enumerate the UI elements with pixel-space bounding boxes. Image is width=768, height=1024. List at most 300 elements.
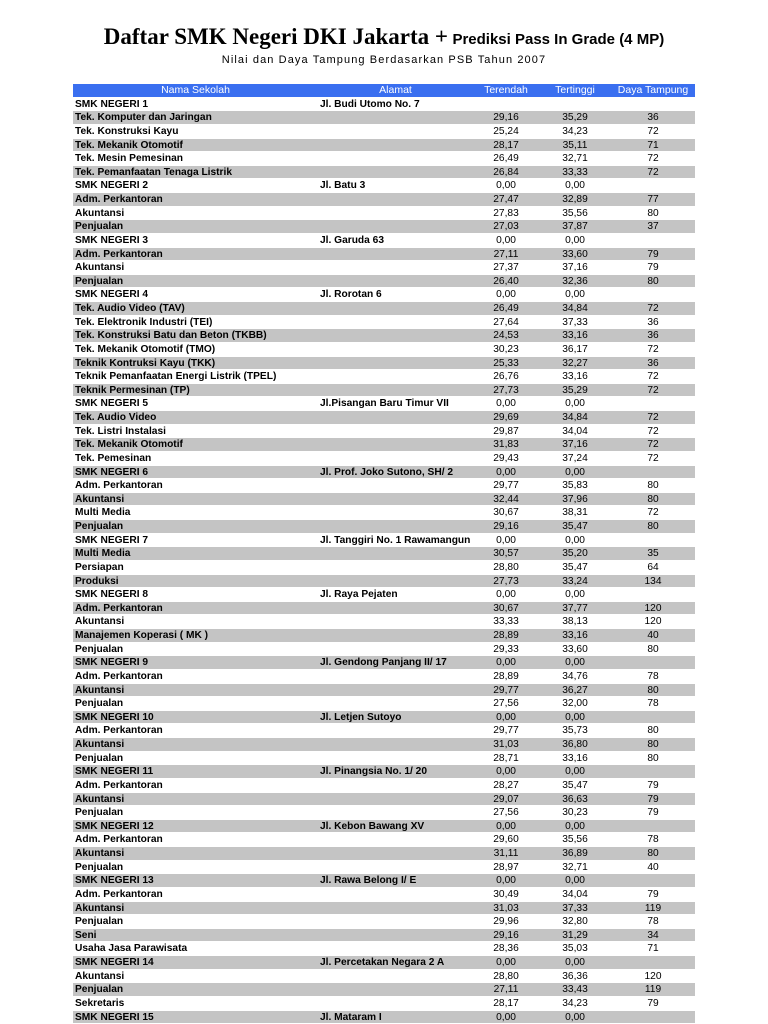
cell-address bbox=[318, 411, 473, 424]
cell-capacity: 79 bbox=[647, 997, 659, 1009]
header-capacity: Daya Tampung bbox=[617, 84, 689, 96]
cell-address bbox=[318, 275, 473, 288]
table-row bbox=[73, 697, 695, 711]
cell-address bbox=[318, 861, 473, 874]
cell-lowest: 31,11 bbox=[493, 848, 519, 859]
cell-address bbox=[318, 452, 473, 465]
cell-highest: 36,63 bbox=[562, 793, 588, 805]
cell-name: Adm. Perkantoran bbox=[75, 602, 163, 614]
cell-address: Jl. Raya Pejaten bbox=[320, 589, 398, 601]
cell-lowest: 0,00 bbox=[496, 711, 516, 723]
cell-lowest: 29,77 bbox=[493, 684, 519, 696]
cell-lowest: 31,03 bbox=[493, 739, 519, 750]
cell-capacity bbox=[611, 588, 695, 601]
cell-address bbox=[318, 152, 473, 165]
table-body bbox=[73, 98, 695, 1024]
cell-address bbox=[318, 316, 473, 329]
table-row bbox=[73, 602, 695, 616]
cell-highest: 0,00 bbox=[565, 234, 585, 246]
table-row bbox=[73, 506, 695, 520]
cell-highest: 33,60 bbox=[562, 643, 588, 655]
cell-address bbox=[318, 139, 473, 152]
cell-capacity: 71 bbox=[647, 139, 659, 151]
cell-highest: 35,73 bbox=[562, 725, 588, 737]
table-row bbox=[73, 98, 695, 112]
cell-address: Jl. Kebon Bawang XV bbox=[320, 820, 425, 832]
table-row bbox=[73, 384, 695, 398]
table-row bbox=[73, 779, 695, 793]
cell-lowest: 26,84 bbox=[493, 166, 519, 178]
cell-name: Sekretaris bbox=[75, 997, 125, 1009]
cell-name: Tek. Listri Instalasi bbox=[75, 425, 166, 437]
cell-capacity: 80 bbox=[647, 752, 659, 764]
cell-lowest: 0,00 bbox=[496, 589, 516, 601]
cell-address bbox=[318, 207, 473, 220]
cell-address bbox=[318, 370, 473, 383]
cell-address bbox=[318, 902, 473, 915]
cell-name: Tek. Audio Video (TAV) bbox=[75, 303, 185, 314]
cell-highest: 0,00 bbox=[565, 289, 585, 301]
cell-lowest: 29,16 bbox=[493, 112, 519, 124]
cell-name: SMK NEGERI 1 bbox=[75, 98, 149, 110]
cell-lowest: 28,80 bbox=[493, 970, 519, 982]
cell-highest: 34,04 bbox=[562, 888, 588, 900]
cell-name: SMK NEGERI 10 bbox=[75, 711, 154, 723]
cell-name: SMK NEGERI 5 bbox=[75, 398, 149, 410]
cell-address: Jl. Pinangsia No. 1/ 20 bbox=[320, 766, 428, 778]
cell-address bbox=[318, 561, 473, 574]
cell-address bbox=[318, 506, 473, 519]
cell-capacity bbox=[611, 466, 695, 479]
table-row bbox=[73, 397, 695, 411]
table-row bbox=[73, 288, 695, 302]
cell-capacity: 80 bbox=[647, 684, 659, 696]
cell-highest: 0,00 bbox=[565, 820, 585, 832]
cell-capacity: 72 bbox=[647, 371, 659, 383]
table-row bbox=[73, 139, 695, 153]
cell-lowest: 29,69 bbox=[493, 412, 519, 423]
table-row bbox=[73, 493, 695, 507]
cell-name: Akuntansi bbox=[75, 684, 125, 696]
cell-capacity: 79 bbox=[647, 888, 659, 900]
cell-lowest: 27,64 bbox=[493, 316, 519, 328]
cell-capacity: 72 bbox=[647, 384, 659, 396]
cell-capacity: 40 bbox=[647, 630, 659, 641]
cell-address bbox=[318, 684, 473, 697]
cell-highest: 33,24 bbox=[562, 575, 588, 587]
cell-highest: 37,16 bbox=[562, 262, 588, 274]
cell-highest: 32,71 bbox=[562, 861, 588, 873]
table-row bbox=[73, 724, 695, 738]
cell-name: SMK NEGERI 14 bbox=[75, 957, 154, 968]
cell-address: Jl.Pisangan Baru Timur VII bbox=[320, 398, 449, 410]
cell-name: SMK NEGERI 9 bbox=[75, 657, 149, 669]
cell-highest: 0,00 bbox=[565, 657, 585, 669]
table-row bbox=[73, 861, 695, 875]
cell-name: SMK NEGERI 11 bbox=[75, 766, 154, 778]
cell-highest: 0,00 bbox=[565, 180, 585, 192]
cell-address bbox=[318, 629, 473, 642]
cell-highest: 37,33 bbox=[562, 316, 588, 328]
table-row bbox=[73, 261, 695, 275]
table-row bbox=[73, 902, 695, 916]
cell-capacity: 79 bbox=[647, 248, 659, 260]
cell-name: Tek. Mekanik Otomotif bbox=[75, 439, 183, 451]
table-row bbox=[73, 575, 695, 589]
table-row bbox=[73, 806, 695, 820]
cell-lowest: 28,80 bbox=[493, 561, 519, 573]
cell-name: Adm. Perkantoran bbox=[75, 779, 163, 791]
cell-highest: 31,29 bbox=[562, 929, 588, 941]
table-row bbox=[73, 915, 695, 929]
cell-capacity bbox=[611, 234, 695, 247]
cell-name: Teknik Permesinan (TP) bbox=[75, 384, 190, 396]
cell-address bbox=[318, 343, 473, 356]
cell-address: Jl. Gendong Panjang II/ 17 bbox=[320, 657, 447, 669]
cell-lowest: 26,49 bbox=[493, 153, 519, 165]
cell-address bbox=[318, 166, 473, 179]
cell-name: Tek. Konstruksi Batu dan Beton (TKBB) bbox=[75, 330, 267, 342]
cell-address bbox=[318, 643, 473, 656]
table-row bbox=[73, 166, 695, 180]
table-row bbox=[73, 193, 695, 207]
cell-name: Akuntansi bbox=[75, 616, 125, 628]
cell-lowest: 29,77 bbox=[493, 725, 519, 737]
cell-name: Tek. Mekanik Otomotif (TMO) bbox=[75, 343, 216, 355]
cell-lowest: 28,71 bbox=[493, 752, 519, 764]
cell-address bbox=[318, 220, 473, 233]
cell-address bbox=[318, 793, 473, 806]
table-row bbox=[73, 438, 695, 452]
cell-address bbox=[318, 602, 473, 615]
cell-address: Jl. Rorotan 6 bbox=[320, 289, 382, 301]
table-row bbox=[73, 847, 695, 861]
cell-capacity: 80 bbox=[647, 275, 659, 287]
cell-address: Jl. Percetakan Negara 2 A bbox=[320, 957, 445, 968]
table-row bbox=[73, 738, 695, 752]
cell-highest: 37,87 bbox=[562, 221, 588, 233]
cell-capacity: 36 bbox=[647, 112, 659, 124]
cell-highest bbox=[539, 98, 611, 111]
table-row bbox=[73, 643, 695, 657]
cell-name: Tek. Mekanik Otomotif bbox=[75, 139, 183, 151]
table-row bbox=[73, 820, 695, 834]
document-title bbox=[0, 24, 768, 50]
cell-lowest: 28,27 bbox=[493, 779, 519, 791]
cell-name: Tek. Mesin Pemesinan bbox=[75, 153, 183, 165]
cell-lowest: 27,83 bbox=[493, 207, 519, 219]
cell-name: SMK NEGERI 2 bbox=[75, 180, 149, 192]
cell-capacity: 78 bbox=[647, 916, 659, 928]
cell-lowest: 0,00 bbox=[496, 657, 516, 669]
cell-capacity: 80 bbox=[647, 725, 659, 737]
cell-name: SMK NEGERI 12 bbox=[75, 820, 154, 832]
document-subtitle: Nilai dan Daya Tampung Berdasarkan PSB Tahun 2007 bbox=[221, 54, 547, 66]
cell-highest: 36,89 bbox=[562, 848, 588, 859]
table-row bbox=[73, 629, 695, 643]
cell-name: Usaha Jasa Parawisata bbox=[75, 943, 188, 955]
table-row bbox=[73, 1011, 695, 1024]
cell-name: Penjualan bbox=[75, 275, 124, 287]
cell-highest: 35,29 bbox=[562, 112, 588, 124]
cell-highest: 34,23 bbox=[562, 125, 588, 137]
cell-address bbox=[318, 438, 473, 451]
cell-capacity: 78 bbox=[647, 698, 659, 710]
cell-capacity: 36 bbox=[647, 357, 659, 369]
cell-name: Penjualan bbox=[75, 861, 124, 873]
cell-address bbox=[318, 193, 473, 206]
header-address: Alamat bbox=[379, 84, 412, 96]
table-row bbox=[73, 997, 695, 1011]
cell-lowest: 0,00 bbox=[496, 398, 516, 410]
cell-address bbox=[318, 806, 473, 819]
cell-address bbox=[318, 520, 473, 533]
cell-capacity: 120 bbox=[644, 602, 662, 614]
cell-highest: 30,23 bbox=[562, 807, 588, 819]
cell-capacity: 72 bbox=[647, 425, 659, 437]
cell-highest: 0,00 bbox=[565, 589, 585, 601]
table-row bbox=[73, 425, 695, 439]
cell-highest: 33,16 bbox=[562, 630, 588, 641]
cell-lowest: 29,16 bbox=[493, 521, 519, 532]
cell-address bbox=[318, 125, 473, 138]
table-row bbox=[73, 111, 695, 125]
cell-name: Penjualan bbox=[75, 984, 124, 996]
cell-name: Tek. Audio Video bbox=[75, 412, 157, 423]
table-row bbox=[73, 329, 695, 343]
cell-highest: 38,13 bbox=[562, 616, 588, 628]
cell-name: Adm. Perkantoran bbox=[75, 725, 163, 737]
cell-address bbox=[318, 929, 473, 942]
cell-address bbox=[318, 738, 473, 751]
cell-lowest: 30,67 bbox=[493, 602, 519, 614]
cell-lowest: 30,67 bbox=[493, 507, 519, 519]
cell-capacity bbox=[611, 1011, 695, 1024]
cell-capacity bbox=[611, 98, 695, 111]
cell-name: Penjualan bbox=[75, 752, 124, 764]
cell-address: Jl. Rawa Belong I/ E bbox=[320, 875, 417, 887]
cell-address bbox=[318, 615, 473, 628]
cell-address bbox=[318, 915, 473, 928]
cell-highest: 35,56 bbox=[562, 207, 588, 219]
cell-address bbox=[318, 847, 473, 860]
cell-capacity: 79 bbox=[647, 779, 659, 791]
cell-capacity bbox=[611, 820, 695, 833]
cell-highest: 0,00 bbox=[565, 466, 585, 478]
cell-highest: 35,20 bbox=[562, 548, 588, 560]
cell-capacity: 77 bbox=[647, 194, 659, 205]
cell-name: Tek. Pemanfaatan Tenaga Listrik bbox=[75, 166, 233, 178]
table-row bbox=[73, 684, 695, 698]
cell-lowest: 27,37 bbox=[493, 262, 519, 274]
table-row bbox=[73, 833, 695, 847]
cell-highest: 33,16 bbox=[562, 371, 588, 383]
table-row bbox=[73, 343, 695, 357]
cell-highest: 35,03 bbox=[562, 943, 588, 955]
cell-highest: 37,16 bbox=[562, 439, 588, 451]
title-main: Daftar SMK Negeri DKI Jakarta + bbox=[103, 24, 448, 49]
cell-highest: 32,27 bbox=[562, 357, 588, 369]
table-row bbox=[73, 970, 695, 984]
cell-capacity: 72 bbox=[647, 166, 659, 178]
table-row bbox=[73, 534, 695, 548]
cell-address: Jl. Garuda 63 bbox=[320, 234, 384, 246]
table-row bbox=[73, 874, 695, 888]
table-row bbox=[73, 248, 695, 262]
school-table bbox=[73, 84, 695, 1024]
cell-name: Tek. Pemesinan bbox=[75, 452, 152, 464]
cell-highest: 0,00 bbox=[565, 957, 585, 968]
cell-lowest: 29,60 bbox=[493, 834, 519, 846]
cell-address bbox=[318, 329, 473, 342]
cell-name: Adm. Perkantoran bbox=[75, 888, 163, 900]
cell-address bbox=[318, 575, 473, 588]
cell-capacity bbox=[611, 711, 695, 724]
cell-capacity: 64 bbox=[647, 561, 659, 573]
cell-lowest: 27,56 bbox=[493, 807, 519, 819]
cell-lowest: 29,33 bbox=[493, 643, 519, 655]
cell-name: Teknik Kontruksi Kayu (TKK) bbox=[75, 357, 216, 369]
cell-lowest: 30,57 bbox=[493, 548, 519, 560]
cell-lowest: 27,11 bbox=[493, 248, 519, 260]
cell-highest: 35,47 bbox=[562, 521, 588, 532]
cell-capacity: 79 bbox=[647, 807, 659, 819]
cell-name: SMK NEGERI 3 bbox=[75, 234, 149, 246]
cell-name: SMK NEGERI 7 bbox=[75, 534, 149, 546]
cell-address bbox=[318, 752, 473, 765]
cell-lowest: 25,24 bbox=[493, 125, 519, 137]
cell-lowest: 27,73 bbox=[493, 384, 519, 396]
cell-address bbox=[318, 547, 473, 560]
cell-highest: 36,80 bbox=[562, 739, 588, 750]
cell-name: Adm. Perkantoran bbox=[75, 194, 163, 205]
cell-name: Adm. Perkantoran bbox=[75, 248, 163, 260]
cell-address: Jl. Letjen Sutoyo bbox=[320, 711, 402, 723]
cell-capacity: 71 bbox=[647, 943, 659, 955]
cell-capacity: 119 bbox=[644, 902, 662, 914]
cell-name: Akuntansi bbox=[75, 902, 125, 914]
table-row bbox=[73, 752, 695, 766]
cell-name: Persiapan bbox=[75, 561, 124, 573]
cell-address bbox=[318, 942, 473, 955]
cell-highest: 35,56 bbox=[562, 834, 588, 846]
cell-capacity: 36 bbox=[647, 330, 659, 342]
table-row bbox=[73, 942, 695, 956]
cell-lowest: 0,00 bbox=[496, 957, 516, 968]
table-row bbox=[73, 670, 695, 684]
cell-lowest: 28,89 bbox=[493, 670, 519, 682]
cell-highest: 33,16 bbox=[562, 752, 588, 764]
cell-address: Jl. Prof. Joko Sutono, SH/ 2 bbox=[320, 466, 454, 478]
cell-name: Penjualan bbox=[75, 916, 124, 928]
cell-lowest: 31,03 bbox=[493, 902, 519, 914]
cell-name: SMK NEGERI 4 bbox=[75, 289, 149, 301]
cell-name: Teknik Pemanfaatan Energi Listrik (TPEL) bbox=[75, 371, 277, 383]
cell-highest: 32,00 bbox=[562, 698, 588, 710]
cell-lowest: 29,96 bbox=[493, 916, 519, 928]
cell-name: SMK NEGERI 15 bbox=[75, 1011, 154, 1023]
cell-capacity: 78 bbox=[647, 670, 659, 682]
cell-address bbox=[318, 493, 473, 506]
cell-lowest: 0,00 bbox=[496, 180, 516, 192]
cell-lowest: 24,53 bbox=[493, 330, 519, 342]
cell-address bbox=[318, 970, 473, 983]
table-row bbox=[73, 793, 695, 807]
cell-name: Akuntansi bbox=[75, 970, 125, 982]
table-row bbox=[73, 983, 695, 997]
cell-capacity: 79 bbox=[647, 793, 659, 805]
cell-capacity: 72 bbox=[647, 125, 659, 137]
title-sub: Prediksi Pass In Grade (4 MP) bbox=[452, 31, 665, 48]
cell-capacity: 79 bbox=[647, 262, 659, 274]
cell-lowest: 28,97 bbox=[493, 861, 519, 873]
cell-address bbox=[318, 779, 473, 792]
cell-highest: 34,76 bbox=[562, 670, 588, 682]
table-row bbox=[73, 929, 695, 943]
cell-capacity: 72 bbox=[647, 412, 659, 423]
cell-address bbox=[318, 357, 473, 370]
cell-capacity: 36 bbox=[647, 316, 659, 328]
cell-capacity bbox=[611, 534, 695, 547]
cell-name: Akuntansi bbox=[75, 207, 125, 219]
table-row bbox=[73, 711, 695, 725]
cell-lowest: 27,73 bbox=[493, 575, 519, 587]
cell-address bbox=[318, 384, 473, 397]
cell-lowest: 32,44 bbox=[493, 493, 519, 505]
cell-capacity: 120 bbox=[644, 970, 662, 982]
table-row bbox=[73, 125, 695, 139]
cell-name: Akuntansi bbox=[75, 262, 125, 274]
cell-lowest: 27,03 bbox=[493, 221, 519, 233]
cell-lowest: 29,07 bbox=[493, 793, 519, 805]
table-row bbox=[73, 275, 695, 289]
cell-lowest: 25,33 bbox=[493, 357, 519, 369]
cell-capacity bbox=[611, 765, 695, 778]
cell-address bbox=[318, 670, 473, 683]
table-row bbox=[73, 561, 695, 575]
cell-name: Adm. Perkantoran bbox=[75, 670, 163, 682]
cell-highest: 36,36 bbox=[562, 970, 588, 982]
cell-name: Multi Media bbox=[75, 548, 131, 560]
cell-name: Tek. Komputer dan Jaringan bbox=[75, 112, 212, 124]
cell-address: Jl. Tanggiri No. 1 Rawamangun bbox=[320, 534, 471, 546]
table-row bbox=[73, 207, 695, 221]
table-row bbox=[73, 302, 695, 316]
cell-address bbox=[318, 724, 473, 737]
cell-capacity: 72 bbox=[647, 439, 659, 451]
cell-name: Adm. Perkantoran bbox=[75, 480, 163, 492]
table-row bbox=[73, 479, 695, 493]
cell-lowest: 28,89 bbox=[493, 630, 519, 641]
cell-highest: 0,00 bbox=[565, 711, 585, 723]
table-row bbox=[73, 888, 695, 902]
cell-capacity bbox=[611, 288, 695, 301]
cell-lowest: 0,00 bbox=[496, 466, 516, 478]
cell-highest: 0,00 bbox=[565, 766, 585, 778]
cell-lowest: 28,17 bbox=[493, 139, 519, 151]
cell-highest: 37,24 bbox=[562, 452, 588, 464]
cell-highest: 36,17 bbox=[562, 343, 588, 355]
cell-lowest: 29,43 bbox=[493, 452, 519, 464]
cell-capacity: 72 bbox=[647, 153, 659, 165]
cell-lowest: 0,00 bbox=[496, 1011, 516, 1023]
cell-highest: 35,47 bbox=[562, 561, 588, 573]
cell-capacity: 35 bbox=[647, 548, 659, 560]
cell-name: Adm. Perkantoran bbox=[75, 834, 163, 846]
cell-capacity: 72 bbox=[647, 452, 659, 464]
cell-capacity bbox=[611, 656, 695, 669]
cell-name: Produksi bbox=[75, 575, 119, 587]
